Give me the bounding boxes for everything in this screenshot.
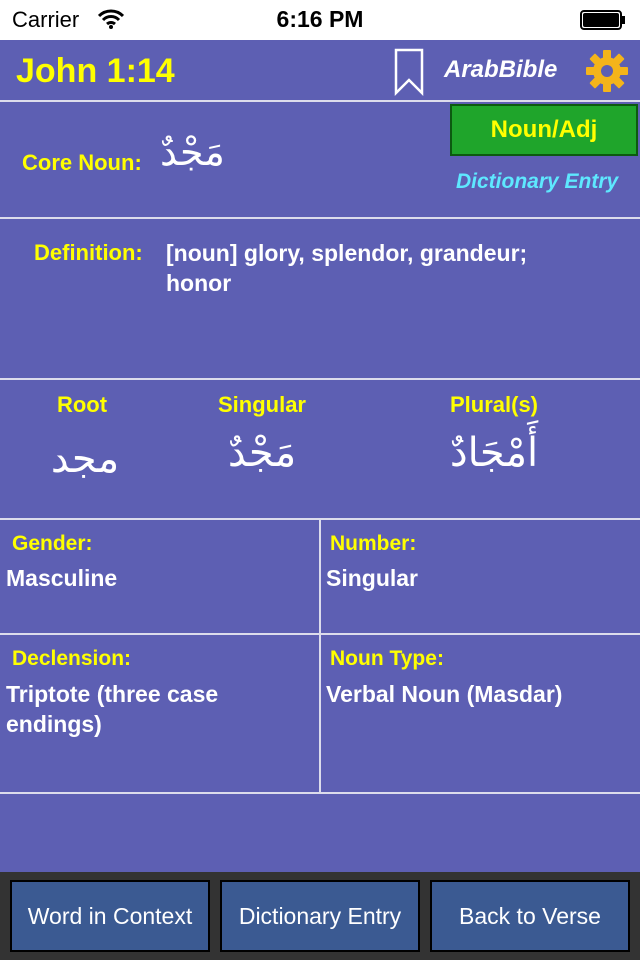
definition-label: Definition: xyxy=(34,240,143,265)
bookmark-icon[interactable] xyxy=(393,48,425,96)
gender-value: Masculine xyxy=(6,565,118,591)
core-noun-arabic: مَجْدٌ xyxy=(160,130,225,174)
gender-label: Gender: xyxy=(12,532,93,555)
number-value: Singular xyxy=(326,565,419,591)
dictionary-entry-button[interactable]: Dictionary Entry xyxy=(220,880,420,952)
divider xyxy=(0,100,640,102)
divider xyxy=(0,378,640,380)
plural-arabic: أَمْجَادٌ xyxy=(449,430,539,476)
battery-icon xyxy=(580,10,626,30)
noun-type-label: Noun Type: xyxy=(330,647,444,670)
divider xyxy=(0,792,640,794)
verse-reference: John 1:14 xyxy=(16,52,175,90)
header-bar xyxy=(0,40,640,102)
declension-value-line2: endings) xyxy=(6,711,102,737)
divider xyxy=(0,217,640,219)
singular-label: Singular xyxy=(217,392,306,417)
plural-label: Plural(s) xyxy=(449,392,539,417)
word-in-context-button[interactable]: Word in Context xyxy=(10,880,210,952)
carrier-label: Carrier xyxy=(12,7,80,32)
column-divider xyxy=(319,520,321,793)
root-arabic: مجد xyxy=(50,436,120,482)
number-label: Number: xyxy=(330,532,417,555)
dictionary-entry-link[interactable]: Dictionary Entry xyxy=(456,170,619,193)
noun-type-value: Verbal Noun (Masdar) xyxy=(326,681,563,707)
singular-arabic: مَجْدٌ xyxy=(227,430,297,476)
back-to-verse-button[interactable]: Back to Verse xyxy=(430,880,630,952)
status-time: 6:16 PM xyxy=(276,6,364,32)
status-bar xyxy=(0,0,640,40)
root-label: Root xyxy=(56,392,108,417)
declension-value-line1: Triptote (three case xyxy=(6,681,219,707)
app-title: ArabBible xyxy=(444,56,558,83)
declension-label: Declension: xyxy=(12,647,132,670)
definition-text-line1: [noun] glory, splendor, grandeur; xyxy=(166,240,528,266)
core-noun-label: Core Noun: xyxy=(22,150,142,175)
gear-icon[interactable] xyxy=(584,48,630,94)
part-of-speech-badge[interactable]: Noun/Adj xyxy=(450,104,638,156)
definition-text-line2: honor xyxy=(166,270,232,296)
